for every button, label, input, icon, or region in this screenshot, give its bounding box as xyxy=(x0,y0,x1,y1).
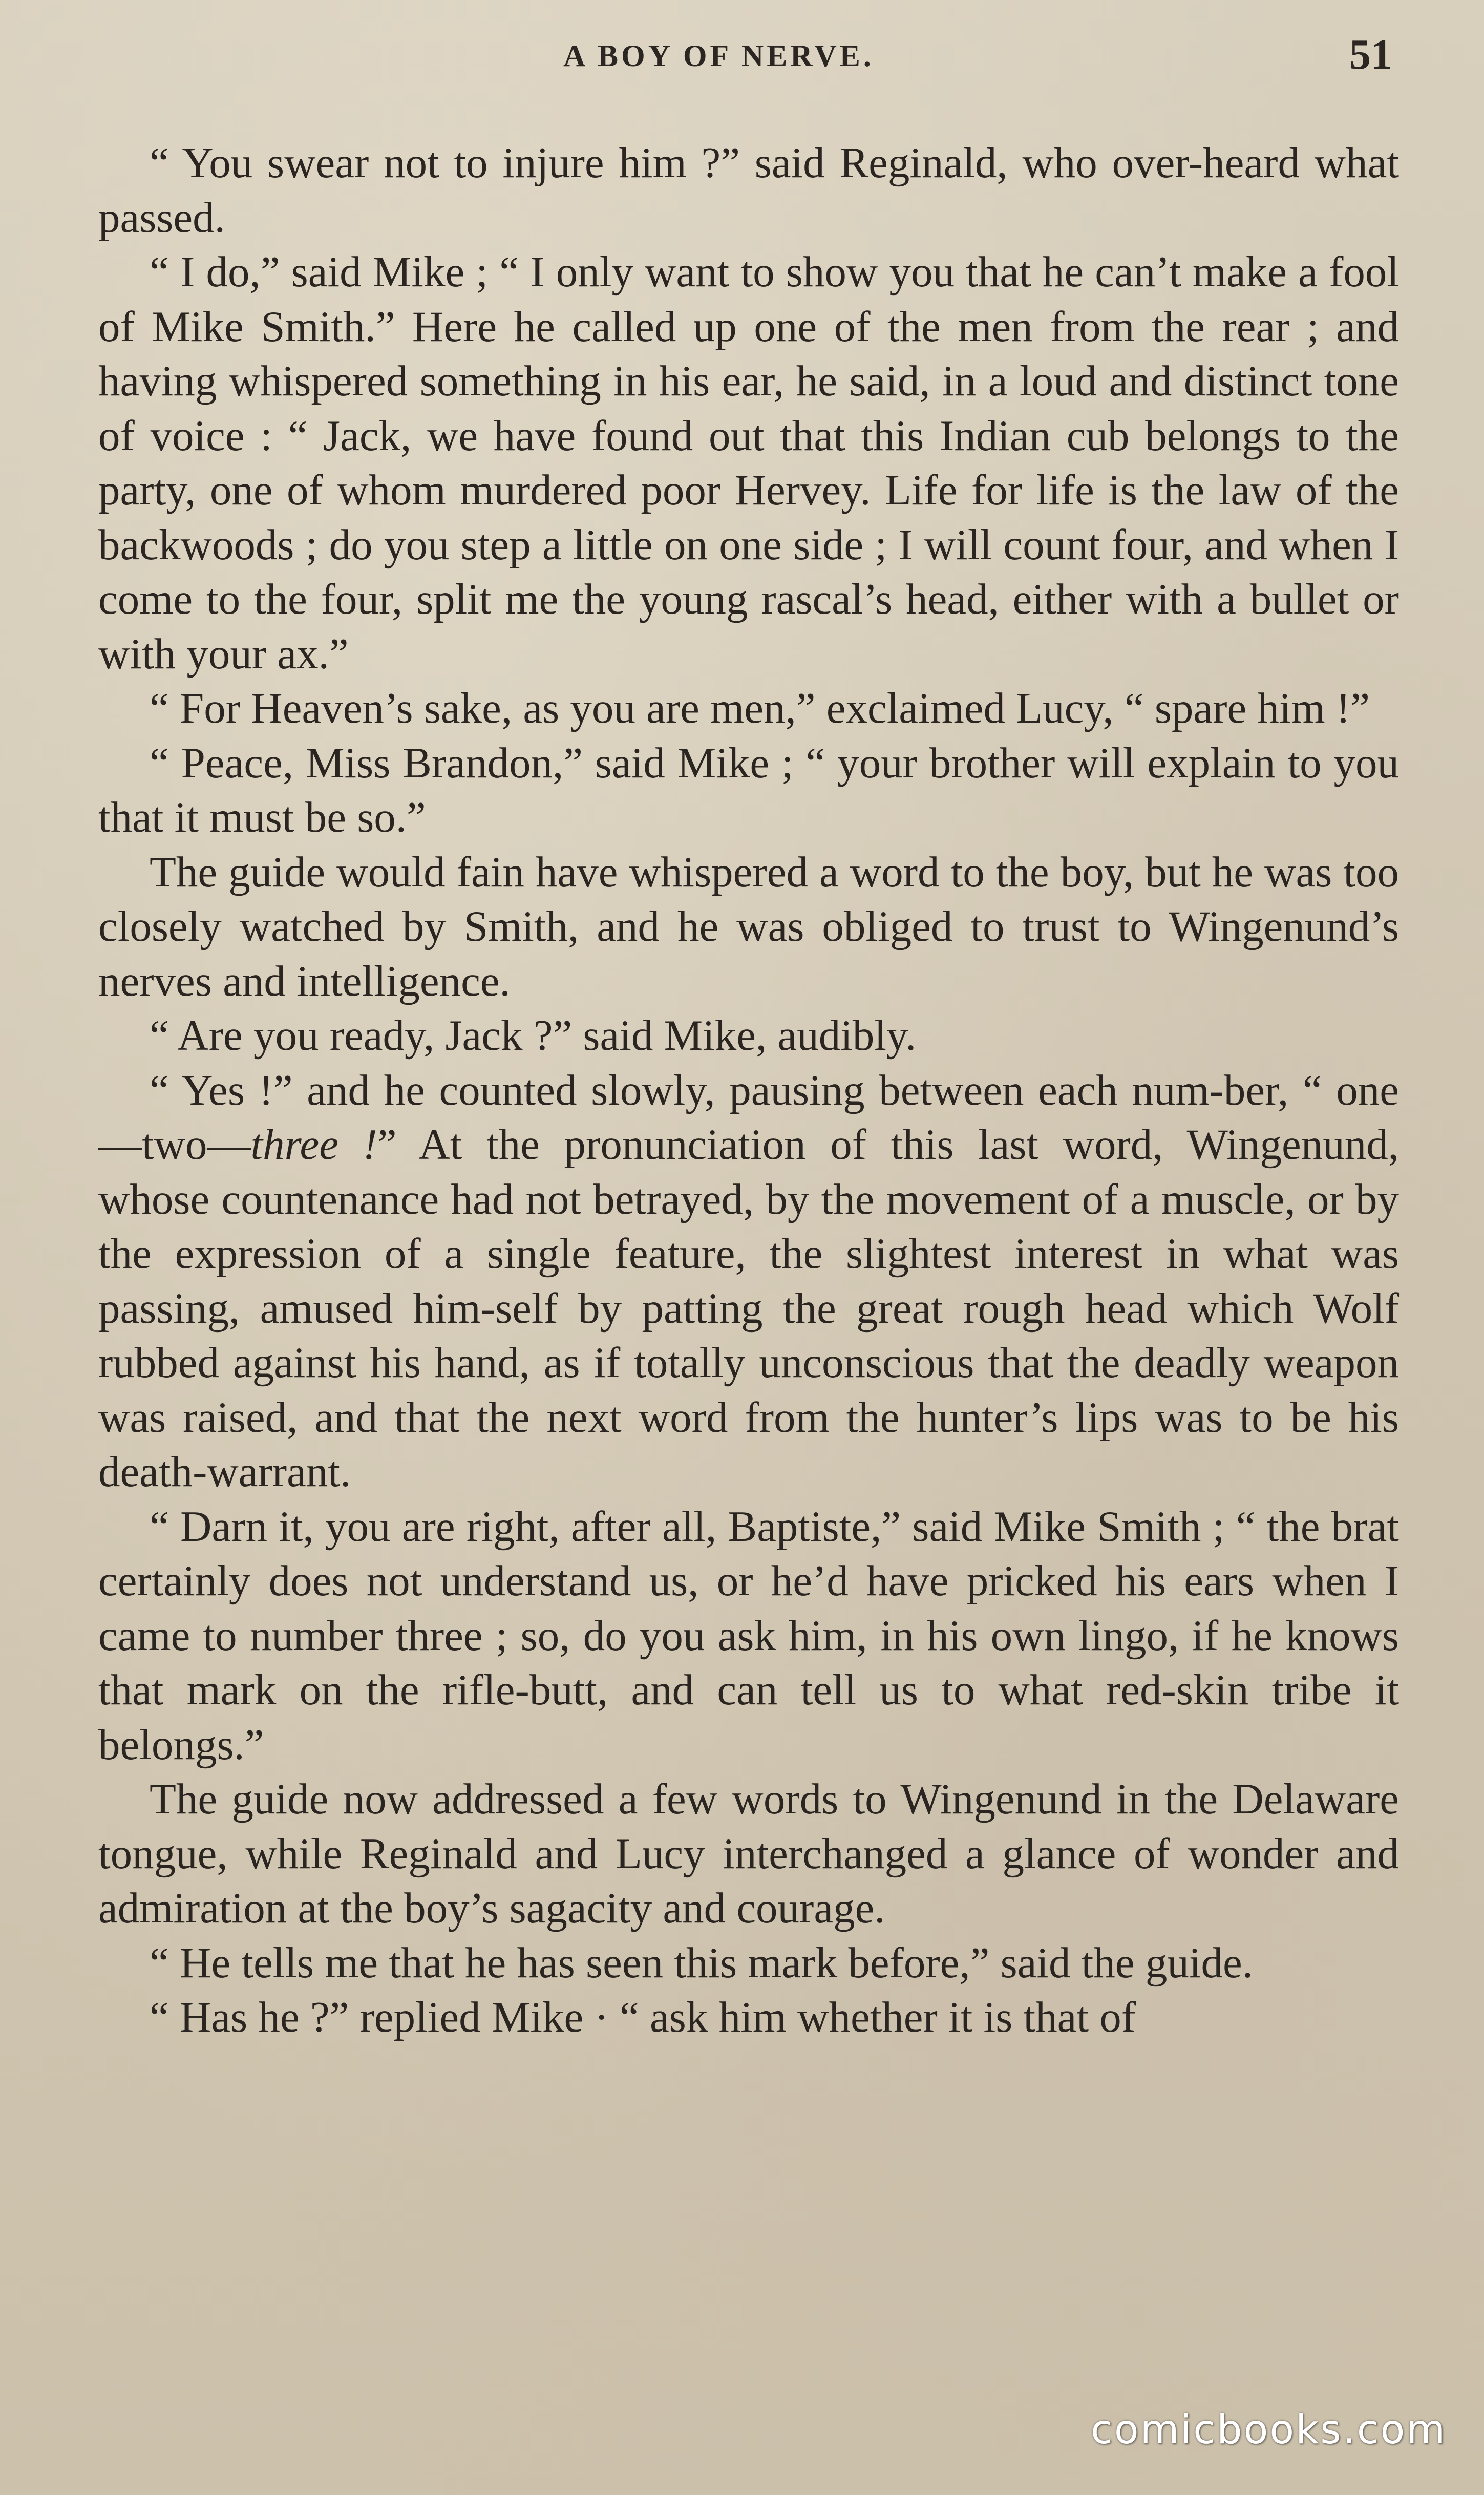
paragraph: “ I do,” said Mike ; “ I only want to show you that he can’t make a fool of Mike Smith.” Here he called up one of the men from the rear ; and having whispered something in his ear, he said, in a loud and distinct tone of voice : “ Jack, we have found out that this Indian cub belongs to the party, one of whom murdered poor Hervey. Life for life is the law of the backwoods ; do you step a little on one side ; I will count four, and when I come to the four, split me the young rascal’s head, either with a bullet or with your ax.” xyxy=(98,248,1399,678)
paragraph: “ Has he ?” replied Mike · “ ask him whether it is that of xyxy=(150,1993,1136,2041)
paragraph-text: “ Yes !” and he counted slowly, pausing between each num-ber, “ one—two— xyxy=(98,1066,1399,1169)
paragraph: “ Are you ready, Jack ?” said Mike, audibly. xyxy=(150,1011,917,1060)
paragraph: The guide now addressed a few words to Wingenund in the Delaware tongue, while Reginald and Lucy interchanged a glance of wonder and admiration at the boy’s sagacity and courage. xyxy=(98,1775,1399,1932)
paragraph-text: ” At the pronunciation of this last word, Wingenund, whose countenance had not betrayed, by the movement of a muscle, or by the expression of a single feature, the slightest interest in what was passing, amused him-self by patting the great rough head which Wolf rubbed against his hand, as if totally unconscious that the deadly weapon was raised, and that the next word from the hunter’s lips was to be his death-warrant. xyxy=(98,1120,1399,1496)
paragraph xyxy=(98,1063,1399,1499)
paragraph: “ Peace, Miss Brandon,” said Mike ; “ your brother will explain to you that it must be so.” xyxy=(98,738,1399,841)
paragraph: “ You swear not to injure him ?” said Reginald, who over-heard what passed. xyxy=(98,139,1399,242)
paragraph: “ He tells me that he has seen this mark before,” said the guide. xyxy=(150,1938,1253,1987)
watermark: comicbooks.com xyxy=(1091,2407,1447,2453)
paragraph: The guide would fain have whispered a word to the boy, but he was too closely watched by Smith, and he was obliged to trust to Wingenund’s nerves and intelligence. xyxy=(98,848,1399,1005)
paragraph: “ For Heaven’s sake, as you are men,” exclaimed Lucy, “ spare him !” xyxy=(150,684,1370,732)
page-number: 51 xyxy=(1349,31,1392,78)
italic-emphasis: three ! xyxy=(250,1120,377,1169)
body-text xyxy=(98,136,1399,2045)
paragraph: “ Darn it, you are right, after all, Baptiste,” said Mike Smith ; “ the brat certainly does not understand us, or he’d have pricked his ears when I came to number three ; so, do you ask him, in his own lingo, if he knows that mark on the rifle-butt, and can tell us to what red-skin tribe it belongs.” xyxy=(98,1502,1399,1769)
running-title: A BOY OF NERVE. xyxy=(563,39,874,73)
